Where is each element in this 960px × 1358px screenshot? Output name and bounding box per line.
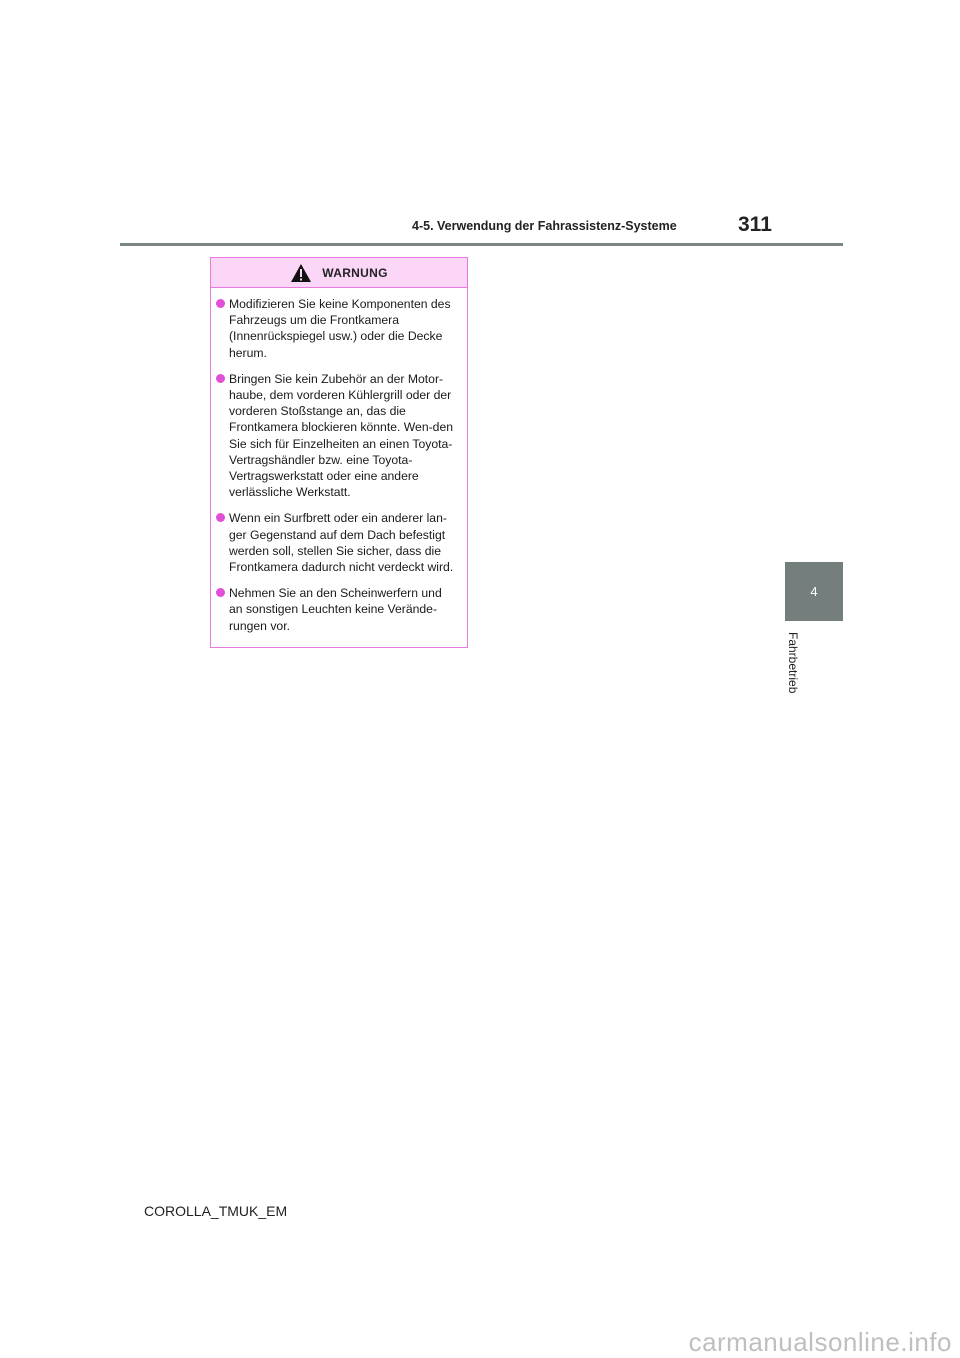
bullet-dot-icon — [216, 588, 225, 597]
document-code: COROLLA_TMUK_EM — [144, 1203, 288, 1219]
bullet-dot-icon — [216, 299, 225, 308]
warning-item — [216, 296, 458, 361]
warning-triangle-icon — [290, 263, 312, 283]
warning-item-text: Wenn ein Surfbrett oder ein anderer lan-ger Gegenstand auf dem Dach befestigt werden soll, stellen Sie sicher, dass die Frontkamera dadurch nicht verdeckt wird. — [229, 511, 454, 575]
page-number: 311 — [738, 213, 772, 236]
warning-item — [216, 510, 458, 575]
warning-box — [210, 257, 468, 648]
section-title: 4-5. Verwendung der Fahrassistenz-Systeme — [412, 219, 677, 233]
warning-body — [211, 288, 467, 634]
chapter-number: 4 — [810, 584, 818, 599]
warning-item — [216, 585, 458, 634]
warning-title: WARNUNG — [322, 265, 388, 280]
header-divider — [120, 243, 843, 246]
warning-item-text: Modifizieren Sie keine Komponenten des Fahrzeugs um die Frontkamera (Innenrückspiegel usw.) oder die Decke herum. — [229, 297, 451, 360]
warning-item — [216, 371, 458, 501]
chapter-tab — [785, 562, 843, 621]
bullet-dot-icon — [216, 513, 225, 522]
warning-item-text: Nehmen Sie an den Scheinwerfern und an sonstigen Leuchten keine Verände-rungen vor. — [229, 586, 442, 633]
chapter-label: Fahrbetrieb — [786, 632, 800, 694]
warning-item-text: Bringen Sie kein Zubehör an der Motor-haube, dem vorderen Kühlergrill oder der vorderen Stoßstange an, das die Frontkamera blockieren könnte. Wen-den Sie sich für Einzelheiten an einen Toyota-Vertragshändler bzw. eine Toyota-Vertragswerkstatt oder eine andere verlässliche Werkstatt. — [229, 371, 454, 500]
watermark: carmanualsonline.info — [688, 1327, 952, 1357]
bullet-dot-icon — [216, 374, 225, 383]
warning-header — [211, 258, 467, 288]
